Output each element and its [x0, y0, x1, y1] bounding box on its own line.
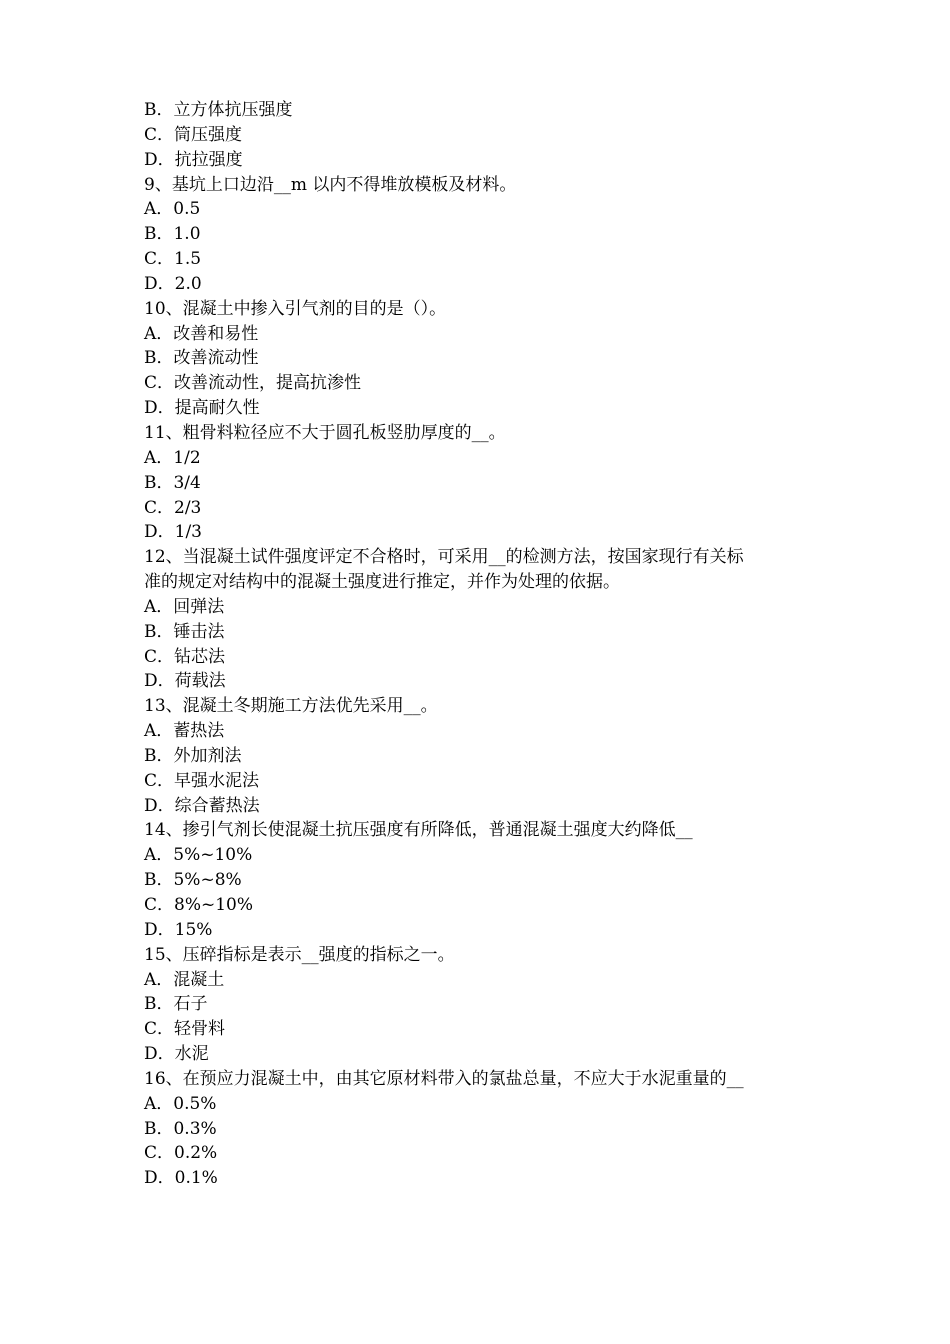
- question-line: 14、掺引气剂长使混凝土抗压强度有所降低，普通混凝土强度大约降低__: [144, 820, 693, 841]
- option-line: A．5%~10%: [144, 845, 253, 866]
- text-line: D．抗拉强度: [144, 149, 243, 170]
- text-line: B．立方体抗压强度: [144, 100, 293, 120]
- option-line: D．综合蓄热法: [144, 795, 260, 816]
- option-line: D．0.1%: [144, 1168, 218, 1189]
- option-line: D．荷载法: [144, 671, 226, 692]
- question-line: 准的规定对结构中的混凝土强度进行推定，并作为处理的依据。: [144, 572, 620, 593]
- option-line: B．0.3%: [144, 1118, 217, 1139]
- option-line: A．混凝土: [144, 969, 225, 990]
- option-line: D．15%: [144, 919, 213, 940]
- option-line: A．蓄热法: [144, 721, 225, 742]
- option-line: A．0.5%: [144, 1093, 217, 1114]
- question-line: 13、混凝土冬期施工方法优先采用__。: [144, 696, 438, 717]
- text-line: C．筒压强度: [144, 124, 243, 145]
- option-line: B．5%~8%: [144, 870, 242, 891]
- option-line: A．改善和易性: [144, 323, 259, 344]
- option-line: B．3/4: [144, 472, 201, 493]
- question-line: 16、在预应力混凝土中，由其它原材料带入的氯盐总量，不应大于水泥重量的__: [144, 1068, 744, 1089]
- option-line: B．1.0: [144, 224, 201, 245]
- option-line: B．外加剂法: [144, 745, 242, 766]
- option-line: C．2/3: [144, 497, 202, 518]
- option-line: D．1/3: [144, 522, 202, 543]
- option-line: C．改善流动性，提高抗渗性: [144, 373, 362, 394]
- option-line: D．提高耐久性: [144, 398, 260, 419]
- option-line: C．0.2%: [144, 1143, 218, 1164]
- question-line: 9、基坑上口边沿__m 以内不得堆放模板及材料。: [144, 174, 517, 195]
- option-line: C．早强水泥法: [144, 770, 260, 791]
- option-line: C．1.5: [144, 249, 202, 270]
- option-line: C．钻芯法: [144, 646, 226, 667]
- option-line: A．0.5: [144, 199, 201, 220]
- option-line: B．石子: [144, 994, 208, 1015]
- option-line: A．回弹法: [144, 596, 225, 617]
- option-line: C．轻骨料: [144, 1019, 226, 1040]
- option-line: B．锤击法: [144, 621, 225, 642]
- option-line: C．8%~10%: [144, 895, 254, 915]
- option-line: A．1/2: [144, 447, 201, 468]
- document-body: [144, 98, 814, 1191]
- option-line: D．水泥: [144, 1044, 209, 1065]
- question-line: 10、混凝土中掺入引气剂的目的是（）。: [144, 298, 447, 319]
- question-line: 11、粗骨料粒径应不大于圆孔板竖肋厚度的__。: [144, 422, 506, 443]
- question-line: 15、压碎指标是表示__强度的指标之一。: [144, 944, 455, 965]
- option-line: B．改善流动性: [144, 348, 259, 369]
- question-line: 12、当混凝土试件强度评定不合格时，可采用__的检测方法，按国家现行有关标: [144, 547, 744, 568]
- option-line: D．2.0: [144, 273, 202, 294]
